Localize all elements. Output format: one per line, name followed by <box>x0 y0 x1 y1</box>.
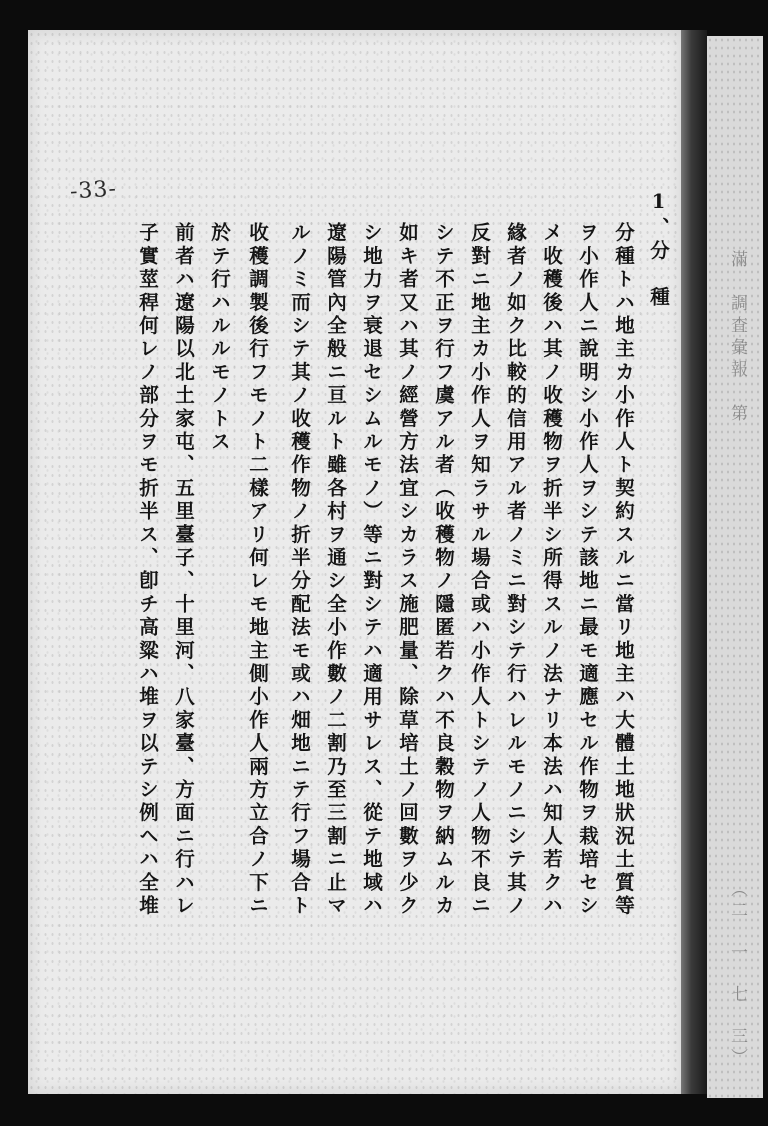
text-column-7: 如キ者又ハ其ノ經營方法宜シカラス施肥量、除草培土ノ回數ヲ少ク <box>396 222 419 918</box>
text-column-14: 子實莖稈何レノ部分ヲモ折半ス、卽チ高粱ハ堆ヲ以テシ例ヘハ全堆 <box>136 222 159 918</box>
text-column-2: ヲ小作人ニ說明シ小作人ヲシテ該地ニ最モ適應セル作物ヲ栽培セシ <box>576 222 599 918</box>
text-column-10: ルノミ而シテ其ノ收穫作物ノ折半分配法モ或ハ畑地ニテ行フ場合ト <box>288 222 311 919</box>
text-column-6: シテ不正ヲ行フ虞アル者（收穫物ノ隱匿若クハ不良穀物ヲ納ムルカ <box>432 222 455 918</box>
page-number: -33- <box>69 176 118 205</box>
text-column-11: 收穫調製後行フモノト二樣アリ何レモ地主側小作人兩方立合ノ下ニ <box>246 222 269 918</box>
facing-page-header: 滿 調査彙報 第 <box>727 250 747 426</box>
text-column-8: シ地力ヲ衰退セシムルモノ）等ニ對シテハ適用サレス、從テ地域ハ <box>360 222 383 919</box>
text-column-13: 前者ハ遼陽以北土家屯、五里臺子、十里河、八家臺、方面ニ行ハレ <box>172 222 195 918</box>
text-column-12: 於テ行ハルルモノトス <box>208 222 231 454</box>
text-column-4: 緣者ノ如ク比較的信用アル者ノミニ對シテ行ハレルモノニシテ其ノ <box>504 222 527 918</box>
facing-page-number: （二 一 七 三） <box>727 880 747 1069</box>
text-column-3: メ收穫後ハ其ノ收穫物ヲ折半シ所得スルノ法ナリ本法ハ知人若クハ <box>540 222 563 918</box>
text-column-1: 分種トハ地主カ小作人ト契約スルニ當リ地主ハ大體土地狀況土質等 <box>612 222 635 918</box>
text-column-5: 反對ニ地主カ小作人ヲ知ラサル場合或ハ小作人トシテノ人物不良ニ <box>468 222 491 918</box>
section-heading: 1、分 種 <box>647 190 670 310</box>
text-column-9: 遼陽管內全般ニ亘ルト雖各村ヲ通シ全小作數ノ二割乃至三割ニ止マ <box>324 222 347 919</box>
book-gutter <box>681 30 707 1094</box>
